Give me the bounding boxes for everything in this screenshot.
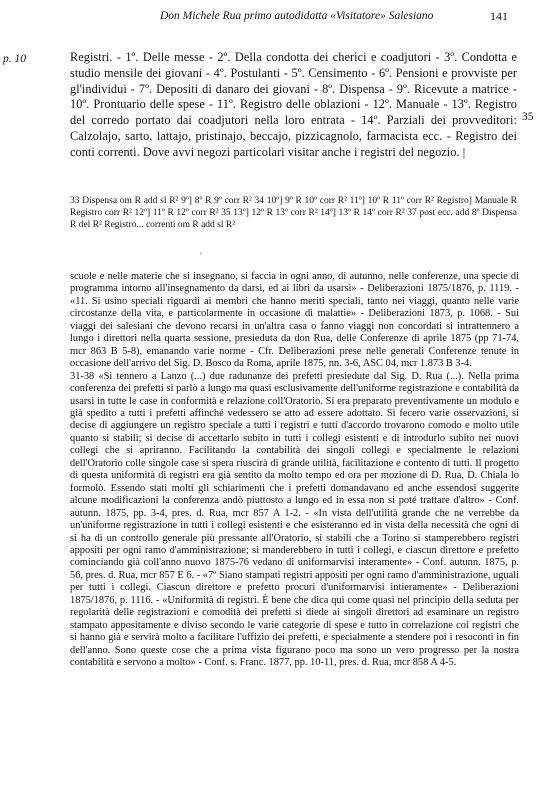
commentary-paragraph-1: scuole e nelle materie che si insegnano, si faccia in ogni anno, di autunno, nelle conferenze, una specie di programma intorno all'insegnamento da darsi, ed ai libri da usarsi» - Deliberazioni 1875/1876, p. 1119. - «11. Si usino speciali riguardi ai membri che hanno meriti speciali, tanto nei viaggi, quanto nelle varie circostanze della vita, e particolarmente in occasione di malattie» - Deliberazioni 1873, p. 1068. - Sui viaggi dei salesiani che devono recarsi in un'altra casa o fanno viaggi non concordati si intrattennero a lungo i direttori nella quarta sessione, presieduta da don Rua, delle Conferenze di aprile 1875 (pp 71-74, mcr 863 B 5-8), emanando varie norme - Cfr. Deliberazioni prese nelle generali Conferenze tenute in occasione dell'arrivo del Sig. D. Bosco da Roma, aprile 1875, nn. 3-6, ASC 04, mcr 1.873 B 3-4. xyxy=(70,271,519,370)
commentary-paragraph-2: 31-38 «Si tennero a Lanzo (...) due radunanze dei prefetti presiedute dal Sig. D. Rua (...). Nella prima conferenza dei prefetti si parlò a lungo ma quasi esclusivamente dell'uniforme registrazione e contabilità da usarsi in tutte le case in conformità e relazione coll'Oratorio. Si era preparato preventivamente un modulo e già spedito a tutti i prefetti affinché vedessero se atto ad essere adottato. Si fecero varie osservazioni, si decise di aggiungere un registro speciale a tutti i registri e tutti d'accordo trovarono comodo e molto utile quanto si stabilì; si decise di accettarlo subito in tutti i collegi esistenti e di introdurlo subito nei nuovi collegi che si apriranno. Facilitando la contabilità dei singoli collegi e specialmente le relazioni dell'Oratorio colle singole case si spera riuscirà di grande utilità, facilitazione e contento di tutti. Il progetto di questa uniformità di registri era già sentito da molto tempo ed ora per mozione di D. Rua, D. Chiala lo formolò. Essendo stati molti gli schiarimenti che i prefetti domandavano ed anche essendosi suggerite alcune modificazioni la conferenza andò piuttosto a lungo ed in essa non si poté trattare d'altro» - Conf. autunn. 1875, pp. 3-4, pres. d. Rua, mcr 857 A 1-2. - «In vista dell'utilità grande che ne verrebbe da un'uniforme registrazione in tutti i collegi esistenti e che esisteranno ed in vista della necessità che ogni di si ha di un controllo generale più pressante all'Oratorio, si stabilì che a Torino si stamperebbero registri appositi per ogni ramo d'amministrazione; si manderebbero in tutti i collegi, e ciascun direttore e prefetto cominciando già coll'anno nuovo 1875-76 vedano di uniformarvisi interamente» - Conf. autunn. 1875, p. 56, pres. d. Rua, mcr 857 E 6. - «7º Siano stampati registri appositi per ogni ramo d'amministrazione, uguali per tutti i collegi. Ciascun direttore e prefetto procuri d'uniformarvisi intieramente» - Deliberazioni 1875/1876, p. 1116. - «Uniformità di registri. È bene che dica qui come quasi nel principio della seduta per regolarità delle registrazioni e comodità dei prefetti si diede ai singoli direttori ad esaminare un registro stampato appositamente e diviso secondo le varie categorie di spese e tutto in correlazione coi registri che si hanno già e servirà molto a facilitare l'uffizio dei prefetti, e specialmente a stendere poi i resoconti in fin dell'anno. Sono queste cose che a prima vista figurano poco ma sono un vero progresso per la nostra contabilità e servono a molto» - Conf. s. Franc. 1877, pp. 10-11, pres. d. Rua, mcr 858 A 4-5. xyxy=(70,370,519,669)
margin-page-reference: p. 10 xyxy=(3,53,26,65)
margin-line-number: 35 xyxy=(522,111,534,123)
main-edited-text: Registri. - 1º. Delle messe - 2º. Della condotta dei cherici e coadjutori - 3º. Condotta e studio mensile dei giovani - 4º. Postulanti - 5º. Censimento - 6º. Pensioni e provviste per gl'individui - 7º. Depositi di danaro dei giovani - 8º. Dispensa - 9º. Ricevute a matrice - 10º. Prontuario delle spese - 11º. Registro delle oblazioni - 12º. Manuale - 13º. Registro del corredo portato dai coadjutori nella loro entrata - 14º. Parziali dei provveditori: Calzolajo, sarto, lattajo, pristinajo, beccajo, pizzicagnolo, farmacista ecc. - Registro dei conti correnti. Dove avvi negozi particolari visitar anche i registri del negozio. | xyxy=(70,50,517,159)
separator-mark: ' xyxy=(200,251,202,261)
critical-apparatus: 33 Dispensa om R add sl R² 9º] 8º R 9º corr R² 34 10º] 9º R 10º corr R² 11º] 10º R 11º corr R² Registro] Manuale R Registro corr R² 12º] 11º R 12º corr R² 35 13º] 12º R 13º corr R² 14º] 13º R 14º corr R² 37 post ecc. add 8º Dispensa R del R² Registro... correnti om R add sl R² xyxy=(70,196,517,231)
page-number: 141 xyxy=(490,9,508,23)
running-title: Don Michele Rua primo autodidatta «Visitatore» Salesiano xyxy=(160,10,434,22)
commentary-notes xyxy=(70,271,519,670)
